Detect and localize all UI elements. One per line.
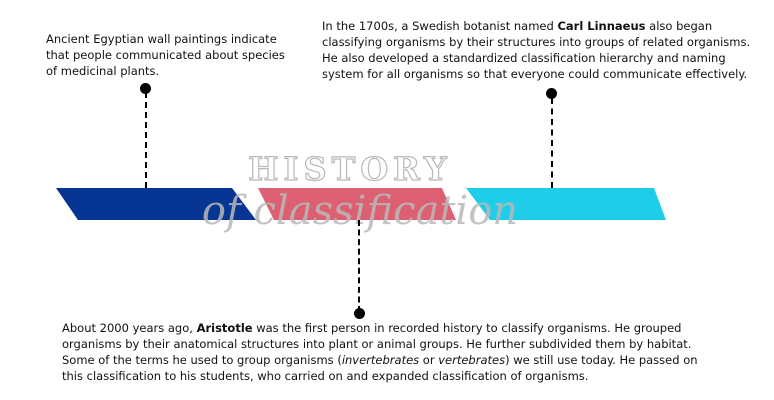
note-aristotle-mid1: was the first person in recorded history to classify organisms. He grouped organisms by their anatomical structures into plant or animal groups. He further subdivided them by habitat. Some of the terms he used to group organisms ( <box>62 321 692 367</box>
connector-aristotle <box>358 220 360 312</box>
note-linnaeus <box>322 18 762 82</box>
note-aristotle-mid2: or <box>419 353 439 367</box>
note-linnaeus-after: also began classifying organisms by their structures into groups of related organisms. He also developed a standardized classification hierarchy and naming system for all organisms so that everyone could communicate effectively. <box>322 19 751 81</box>
connector-dot-linnaeus <box>546 88 557 99</box>
watermark-title: HISTORY <box>248 150 452 188</box>
note-linnaeus-before: In the 1700s, a Swedish botanist named <box>322 19 558 33</box>
connector-dot-aristotle <box>354 308 365 319</box>
note-aristotle-term1: invertebrates <box>341 353 420 367</box>
connector-dot-egypt <box>140 83 151 94</box>
connector-egypt <box>145 92 147 188</box>
note-aristotle-after: ) we still use today. He passed on this classification to his students, who carried on and expanded classification of organisms. <box>62 353 698 383</box>
note-egypt <box>46 31 286 79</box>
watermark-subtitle: of classification <box>201 188 519 234</box>
note-aristotle-term2: vertebrates <box>438 353 506 367</box>
note-aristotle <box>62 320 702 384</box>
note-linnaeus-name: Carl Linnaeus <box>557 19 646 33</box>
note-aristotle-before: About 2000 years ago, <box>62 321 197 335</box>
connector-linnaeus <box>551 98 553 188</box>
note-egypt-text: Ancient Egyptian wall paintings indicate that people communicated about species of medicinal plants. <box>46 32 285 78</box>
note-aristotle-name: Aristotle <box>196 321 253 335</box>
